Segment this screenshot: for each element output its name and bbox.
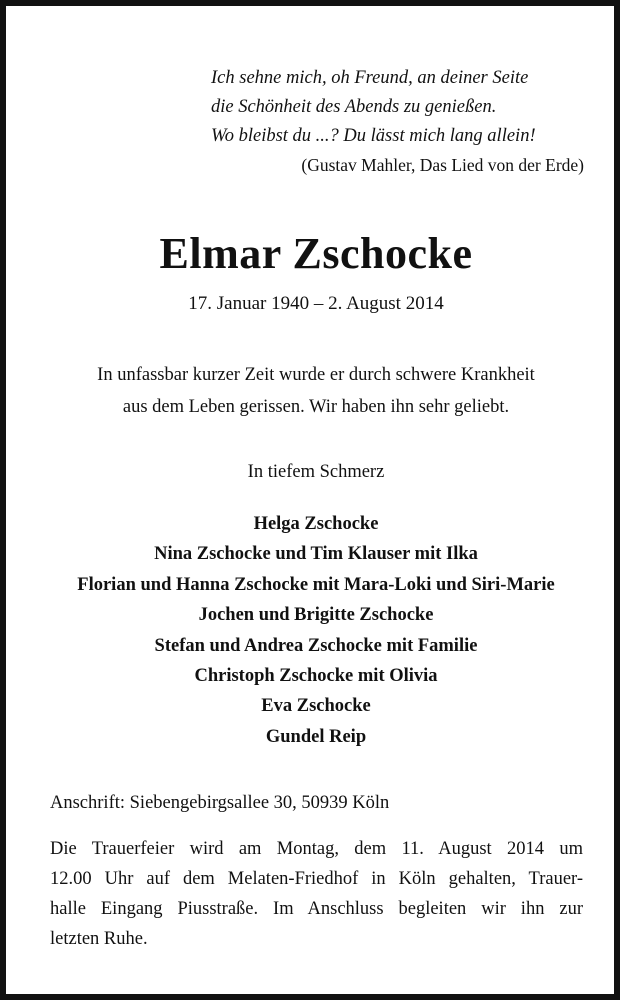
service-line: letzten Ruhe.: [50, 929, 148, 949]
funeral-service-info: [50, 834, 583, 954]
quote-line: Ich sehne mich, oh Freund, an deiner Seite: [211, 68, 529, 88]
deceased-name: Elmar Zschocke: [159, 229, 473, 278]
service-line: Die Trauerfeier wird am Montag, dem 11. August 2014 um: [50, 839, 583, 859]
mourners-list: [6, 509, 620, 752]
mourner-name: Eva Zschocke: [261, 696, 371, 717]
quote-source: (Gustav Mahler, Das Lied von der Erde): [301, 155, 584, 175]
mourner-name: Jochen und Brigitte Zschocke: [198, 605, 434, 626]
quote-line: Wo bleibst du ...? Du lässt mich lang allein!: [211, 126, 536, 146]
service-line: halle Eingang Piusstraße. Im Anschluss begleiten wir ihn zur: [50, 899, 583, 919]
intro-text: [6, 359, 620, 423]
mourner-name: Christoph Zschocke mit Olivia: [194, 666, 438, 687]
mourner-name: Stefan und Andrea Zschocke mit Familie: [154, 635, 478, 656]
epigraph-quote: [211, 64, 591, 175]
mourner-name: Florian und Hanna Zschocke mit Mara-Loki und Siri-Marie: [77, 574, 555, 595]
address-line: Anschrift: Siebengebirgsallee 30, 50939 Köln: [50, 793, 390, 813]
mourner-name: Helga Zschocke: [253, 514, 379, 534]
grief-line: In tiefem Schmerz: [247, 462, 385, 482]
service-line: 12.00 Uhr auf dem Melaten-Friedhof in Köln gehalten, Trauer-: [50, 869, 583, 889]
mourner-name: Gundel Reip: [265, 726, 367, 747]
intro-line: aus dem Leben gerissen. Wir haben ihn sehr geliebt.: [122, 397, 510, 417]
quote-line: die Schönheit des Abends zu genießen.: [211, 97, 497, 117]
mourner-name: Nina Zschocke und Tim Klauser mit Ilka: [154, 544, 478, 565]
intro-line: In unfassbar kurzer Zeit wurde er durch schwere Krankheit: [97, 365, 535, 385]
life-dates: 17. Januar 1940 – 2. August 2014: [188, 293, 444, 314]
